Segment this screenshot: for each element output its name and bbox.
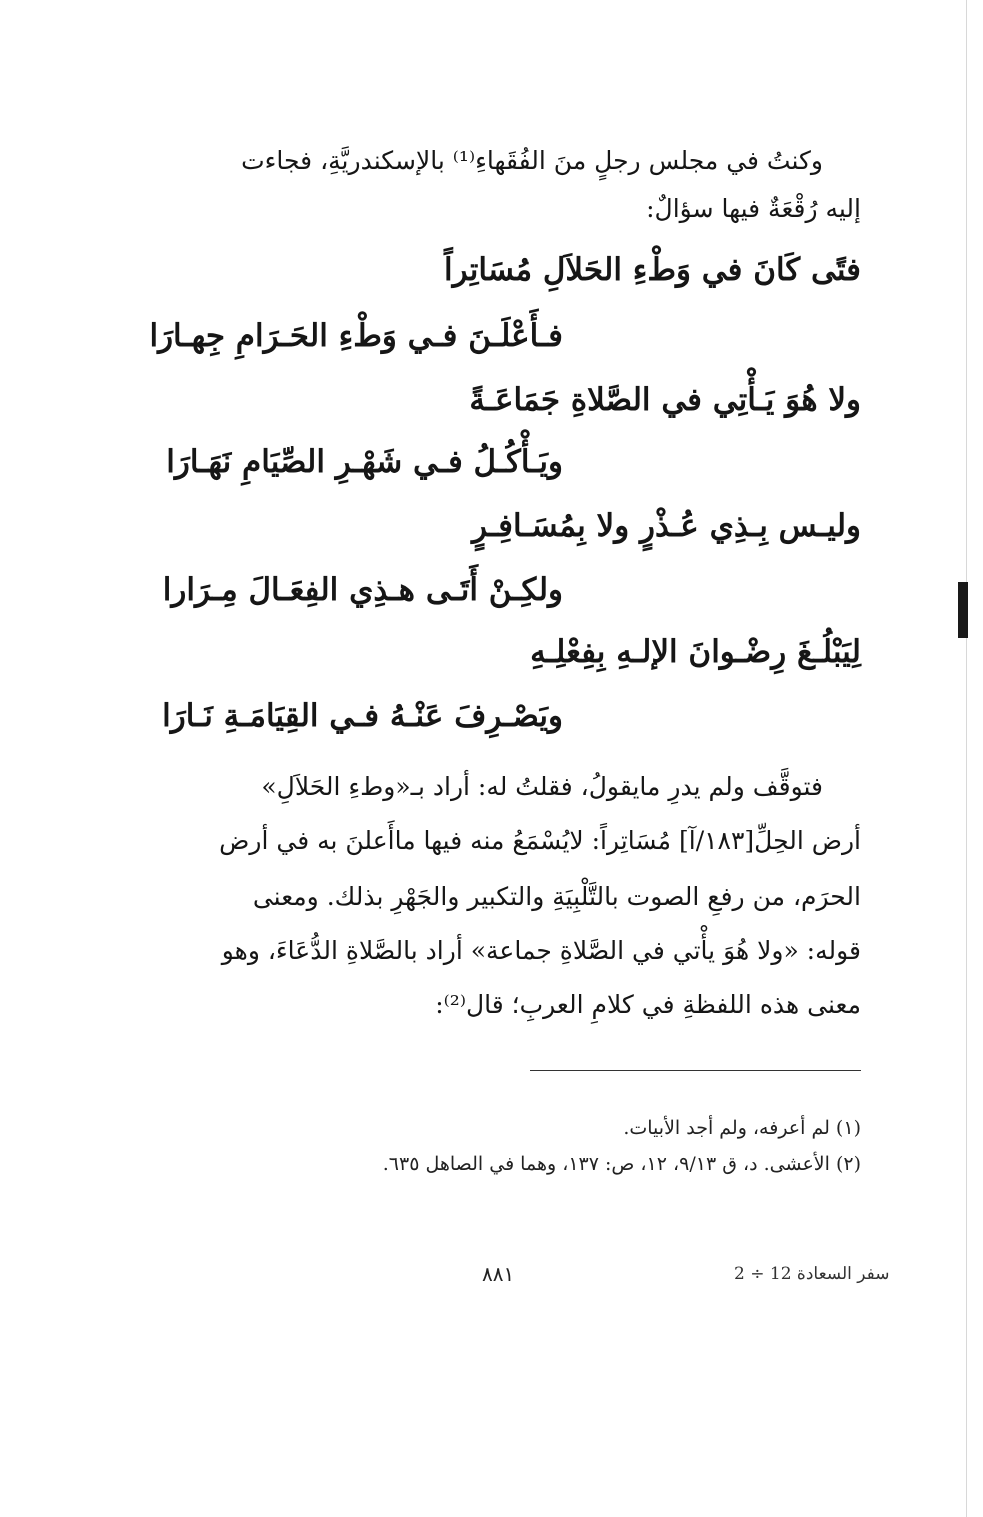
explanation-line-5: معنى هذه اللفظةِ في كلامِ العربِ؛ قال⁽²⁾:: [435, 990, 861, 1019]
explanation-line-2: أرض الحِلِّ[١٨٣/آ] مُسَاتِراً: لايُسْمَعُ منه فيها ماأَعلنَ به في أرض: [219, 826, 861, 855]
verse-2: فـأَعْلَـنَ فـي وَطْءِ الحَـرَامِ جِهـارَا: [149, 318, 563, 354]
verse-5: وليـس بِـذِي عُـذْرٍ ولا بِمُسَـافِـرٍ: [472, 508, 861, 544]
intro-line-1: وكنتُ في مجلس رجلٍ منَ الفُقَهاءِ⁽¹⁾ بالإسكندريَّةِ، فجاءت: [241, 146, 823, 175]
verse-3: ولا هُوَ يَـأْتِي في الصَّلاةِ جَمَاعَـةً: [469, 382, 861, 418]
intro-line-2: إليه رُقْعَةٌ فيها سؤالٌ:: [646, 194, 861, 223]
scan-edge-line: [966, 0, 967, 1517]
verse-6: ولكِـنْ أَتَـى هـذِي الفِعَـالَ مِـرَارا: [162, 572, 563, 608]
explanation-line-4: قوله: «ولا هُوَ يأْتي في الصَّلاةِ جماعة» أراد بالصَّلاةِ الدُّعَاءَ، وهو: [221, 936, 861, 965]
verse-8: ويَصْـرِفَ عَنْـهُ فـي القِيَامَـةِ نَـارَا: [162, 698, 563, 734]
scan-margin-mark: [958, 582, 968, 638]
page-number: ٨٨١: [482, 1262, 515, 1286]
explanation-line-3: الحرَم، من رفعِ الصوت بالتَّلْبِيَةِ والتكبير والجَهْرِ بذلك. ومعنى: [252, 882, 861, 911]
footnote-divider: [530, 1070, 861, 1071]
verse-4: ويَـأْكُـلُ فـي شَهْـرِ الصِّيَامِ نَهَـارَا: [166, 444, 563, 480]
verse-7: لِيَبْلُـغَ رِضْـوانَ الإلـهِ بِفِعْلِـهِ: [530, 634, 861, 670]
footnote-1: (١) لم أعرفه، ولم أجد الأبيات.: [623, 1117, 861, 1139]
running-footer: سفر السعادة 12 ÷ 2: [734, 1264, 890, 1284]
footnote-2: (٢) الأعشى. د، ق ٩/١٣، ١٢، ص: ١٣٧، وهما في الصاهل ٦٣٥.: [382, 1153, 861, 1175]
verse-1: فتًى كَانَ في وَطْءِ الحَلاَلِ مُسَاتِراً: [444, 252, 861, 288]
explanation-line-1: فتوقَّف ولم يدرِ مايقولُ، فقلتُ له: أراد بـ«وطءِ الحَلاَلِ»: [261, 772, 823, 801]
